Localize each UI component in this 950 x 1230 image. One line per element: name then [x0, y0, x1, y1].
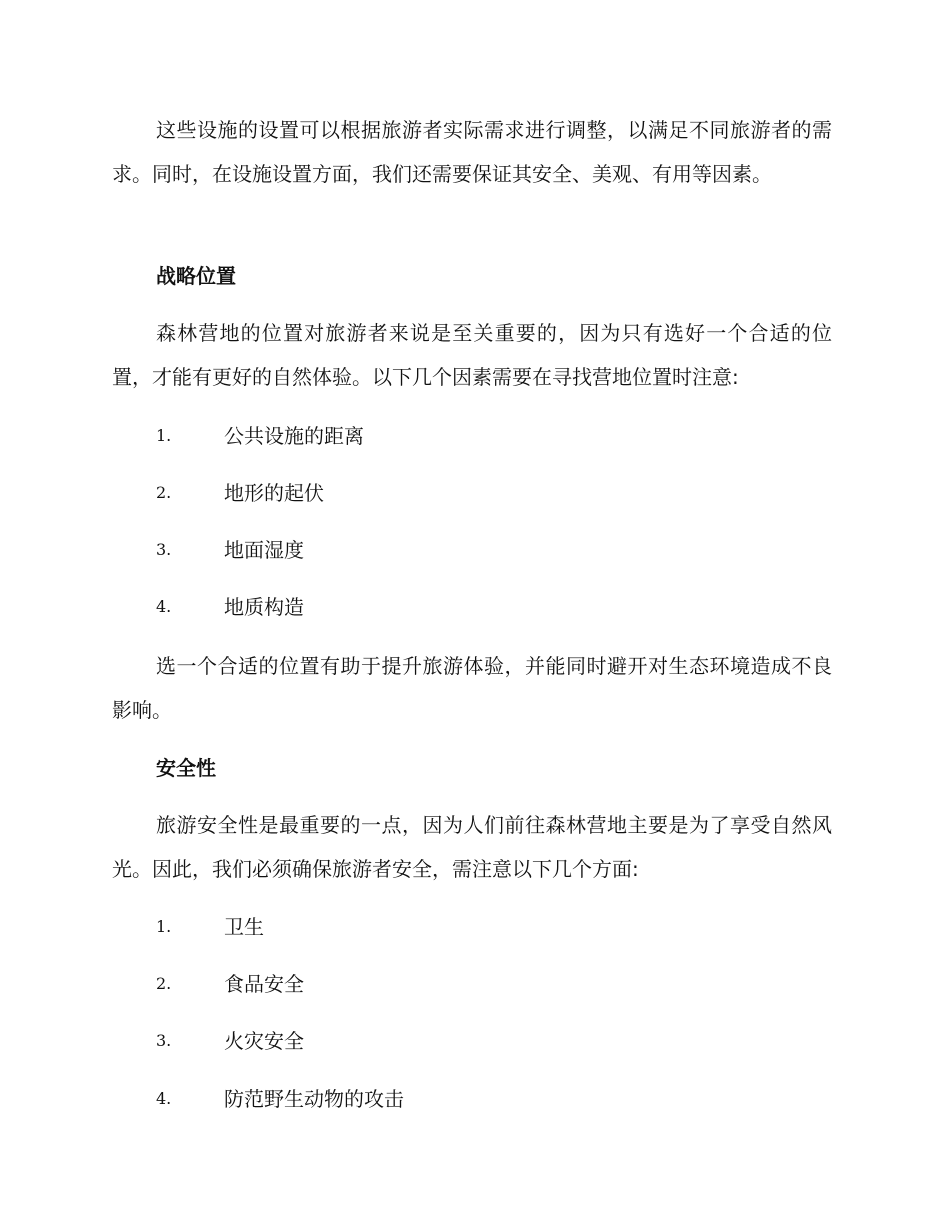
section-heading-strategic-location: 战略位置 — [156, 264, 236, 288]
list-item-number: 3. — [156, 1031, 172, 1050]
list-item-text: 公共设施的距离 — [224, 424, 364, 448]
list-item-number: 4. — [156, 1089, 172, 1108]
list-item-number: 3. — [156, 540, 172, 559]
list-item-text: 地质构造 — [224, 595, 304, 619]
list-item-number: 1. — [156, 426, 172, 445]
list-item-number: 1. — [156, 917, 172, 936]
list-item-text: 防范野生动物的攻击 — [224, 1087, 404, 1111]
list-item-number: 2. — [156, 974, 172, 993]
list-item-text: 火灾安全 — [224, 1029, 304, 1053]
list-item-text: 地形的起伏 — [224, 481, 324, 505]
list-item-text: 卫生 — [224, 915, 264, 939]
paragraph-facilities: 这些设施的设置可以根据旅游者实际需求进行调整，以满足不同旅游者的需求。同时，在设施设置方面，我们还需要保证其安全、美观、有用等因素。 — [112, 118, 832, 186]
list-item-number: 2. — [156, 483, 172, 502]
section-heading-safety: 安全性 — [156, 756, 216, 780]
list-item-number: 4. — [156, 597, 172, 616]
list-item-text: 地面湿度 — [224, 538, 304, 562]
paragraph-safety-intro: 旅游安全性是最重要的一点，因为人们前往森林营地主要是为了享受自然风光。因此，我们必须确保旅游者安全，需注意以下几个方面: — [112, 813, 832, 881]
list-item-text: 食品安全 — [224, 972, 304, 996]
paragraph-location-conclusion: 选一个合适的位置有助于提升旅游体验，并能同时避开对生态环境造成不良影响。 — [112, 654, 832, 722]
paragraph-location-intro: 森林营地的位置对旅游者来说是至关重要的，因为只有选好一个合适的位置，才能有更好的自然体验。以下几个因素需要在寻找营地位置时注意: — [112, 321, 832, 389]
